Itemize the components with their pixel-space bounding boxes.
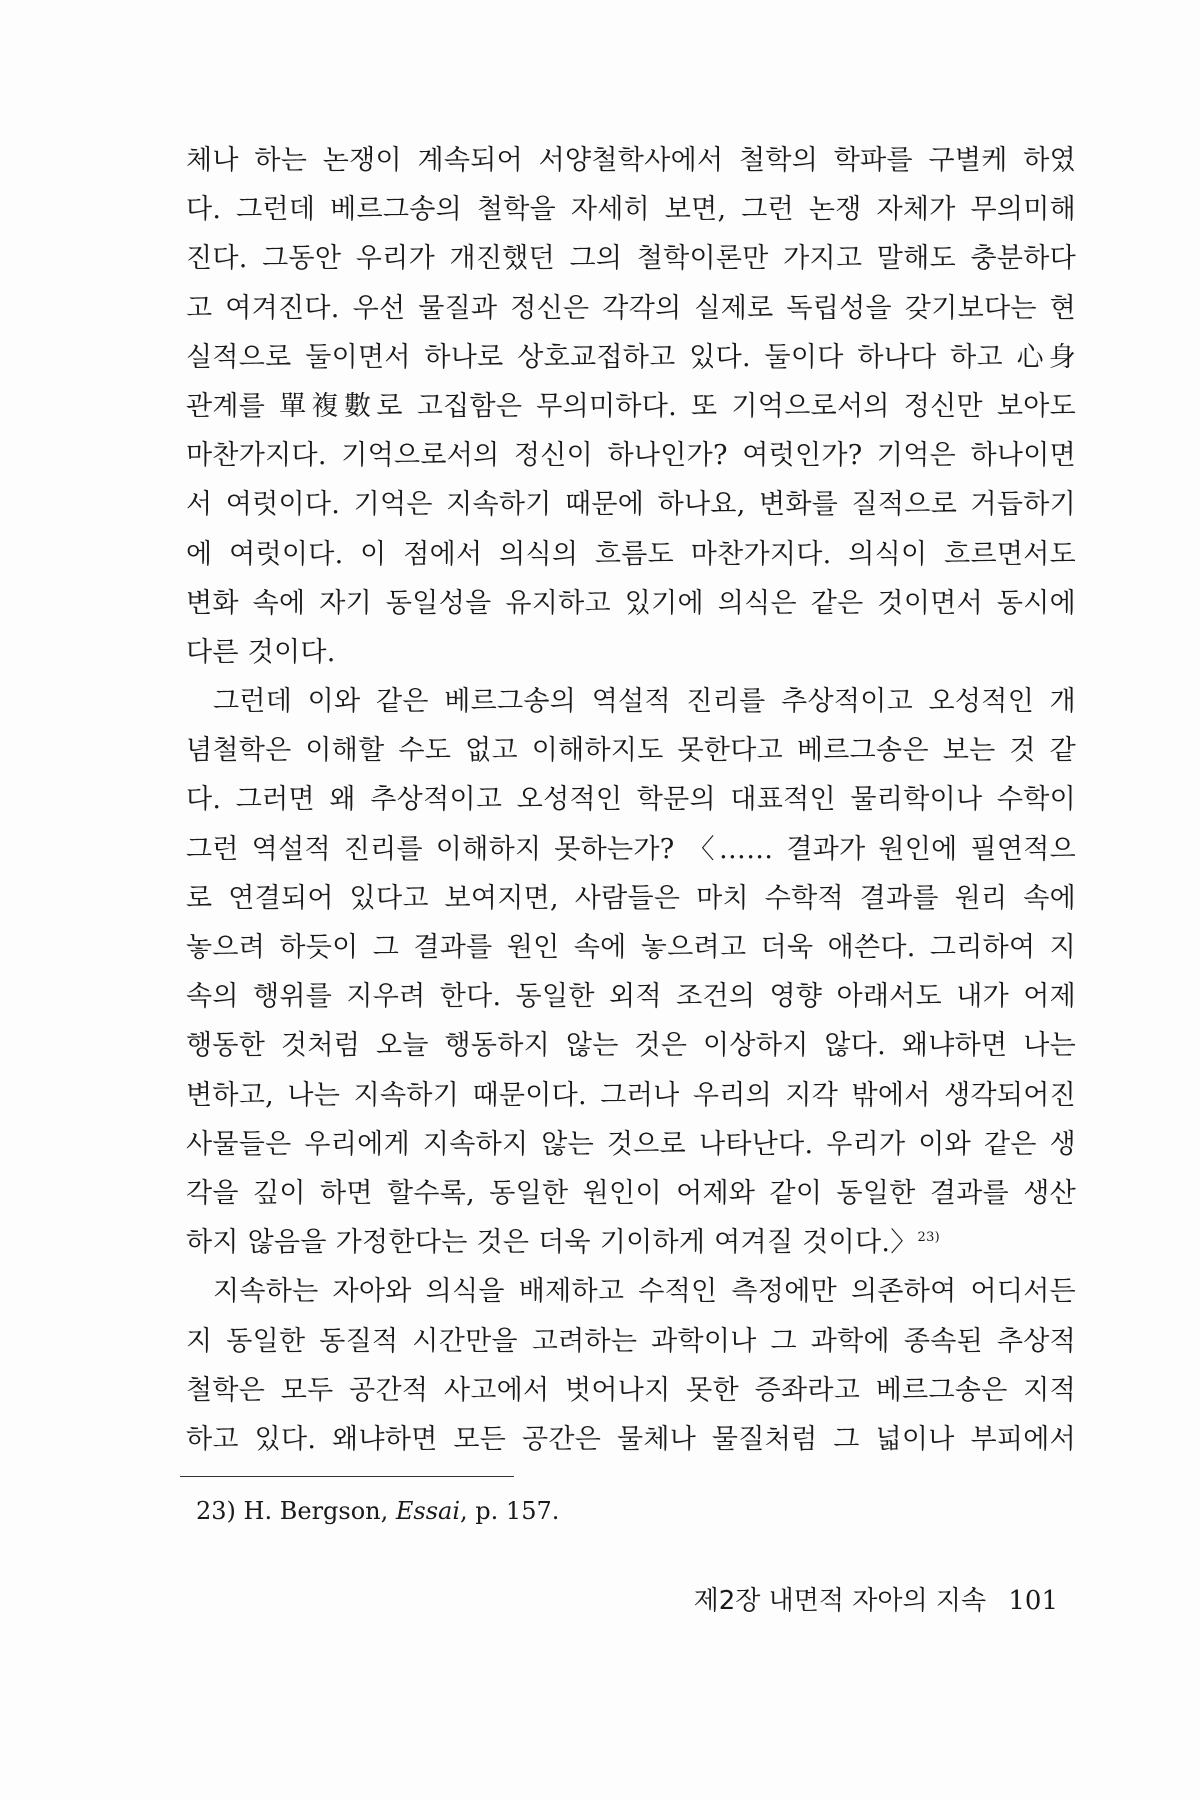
text-line: 다른 것이다. — [186, 636, 336, 668]
text-line: 마찬가지다. 기억으로서의 정신이 하나인가? 여럿인가? 기억은 하나이면 — [186, 440, 1076, 472]
footnote-reference: 23) — [917, 1230, 941, 1246]
text-line: 놓으려 하듯이 그 결과를 원인 속에 놓으려고 더욱 애쓴다. 그리하여 지 — [186, 932, 1076, 963]
text-line: 변화 속에 자기 동일성을 유지하고 있기에 의식은 같은 것이면서 동시에 — [186, 587, 1076, 619]
text-line: 하고 있다. 왜냐하면 모든 공간은 물체나 물질처럼 그 넓이나 부피에서 — [186, 1423, 1076, 1455]
text-line: 다. 그러면 왜 추상적이고 오성적인 학문의 대표적인 물리학이나 수학이 — [186, 784, 1076, 816]
text-line: 하지 않음을 가정한다는 것은 더욱 기이하게 여겨질 것이다.〉 — [186, 1227, 918, 1259]
text-line: 사물들은 우리에게 지속하지 않는 것으로 나타난다. 우리가 이와 같은 생 — [186, 1128, 1076, 1160]
text-line: 그런데 이와 같은 베르그송의 역설적 진리를 추상적이고 오성적인 개 — [213, 686, 1076, 718]
text-line: 속의 행위를 지우려 한다. 동일한 외적 조건의 영향 아래서도 내가 어제 — [186, 981, 1076, 1013]
text-line: 철학은 모두 공간적 사고에서 벗어나지 못한 증좌라고 베르그송은 지적 — [186, 1374, 1076, 1406]
text-line: 행동한 것처럼 오늘 행동하지 않는 것은 이상하지 않다. 왜냐하면 나는 — [186, 1030, 1076, 1062]
text-line: 지 동일한 동질적 시간만을 고려하는 과학이나 그 과학에 종속된 추상적 — [186, 1325, 1076, 1357]
text-line: 지속하는 자아와 의식을 배제하고 수적인 측정에만 의존하여 어디서든 — [213, 1276, 1076, 1308]
running-footer — [694, 1580, 1058, 1617]
text-line: 실적으로 둘이면서 하나로 상호교접하고 있다. 둘이다 하나다 하고 心身 — [186, 341, 1076, 373]
text-line: 로 연결되어 있다고 보여지면, 사람들은 마치 수학적 결과를 원리 속에 — [186, 882, 1076, 914]
footnote-title: Essai — [395, 1497, 461, 1525]
footnote-divider — [180, 1476, 514, 1477]
text-line: 념철학은 이해할 수도 없고 이해하지도 못한다고 베르그송은 보는 것 같 — [186, 735, 1076, 767]
text-line: 체나 하는 논쟁이 계속되어 서양철학사에서 철학의 학파를 구별케 하였 — [186, 145, 1076, 176]
footnote-number: 23) — [196, 1497, 236, 1525]
text-line: 진다. 그동안 우리가 개진했던 그의 철학이론만 가지고 말해도 충분하다 — [186, 243, 1076, 275]
page-number: 101 — [1008, 1586, 1058, 1616]
footnote-author: H. Bergson, — [243, 1497, 389, 1525]
footnote-page: , p. 157. — [460, 1497, 560, 1525]
text-line: 각을 깊이 하면 할수록, 동일한 원인이 어제와 같이 동일한 결과를 생산 — [186, 1177, 1076, 1209]
text-line: 에 여럿이다. 이 점에서 의식의 흐름도 마찬가지다. 의식이 흐르면서도 — [186, 538, 1076, 570]
text-line: 다. 그런데 베르그송의 철학을 자세히 보면, 그런 논쟁 자체가 무의미해 — [186, 194, 1076, 226]
text-line: 그런 역설적 진리를 이해하지 못하는가? 〈…… 결과가 원인에 필연적으 — [186, 833, 1076, 865]
text-line: 고 여겨진다. 우선 물질과 정신은 각각의 실제로 독립성을 갖기보다는 현 — [186, 292, 1076, 324]
text-line: 서 여럿이다. 기억은 지속하기 때문에 하나요, 변화를 질적으로 거듭하기 — [186, 489, 1076, 521]
body-text — [186, 136, 1076, 1464]
text-line-with-footnote-ref — [186, 1218, 1076, 1267]
footnote — [196, 1494, 559, 1528]
text-line: 관계를 單複數로 고집함은 무의미하다. 또 기억으로서의 정신만 보아도 — [186, 390, 1076, 422]
chapter-title: 제2장 내면적 자아의 지속 — [693, 1586, 987, 1616]
text-line: 변하고, 나는 지속하기 때문이다. 그러나 우리의 지각 밖에서 생각되어진 — [186, 1079, 1076, 1111]
